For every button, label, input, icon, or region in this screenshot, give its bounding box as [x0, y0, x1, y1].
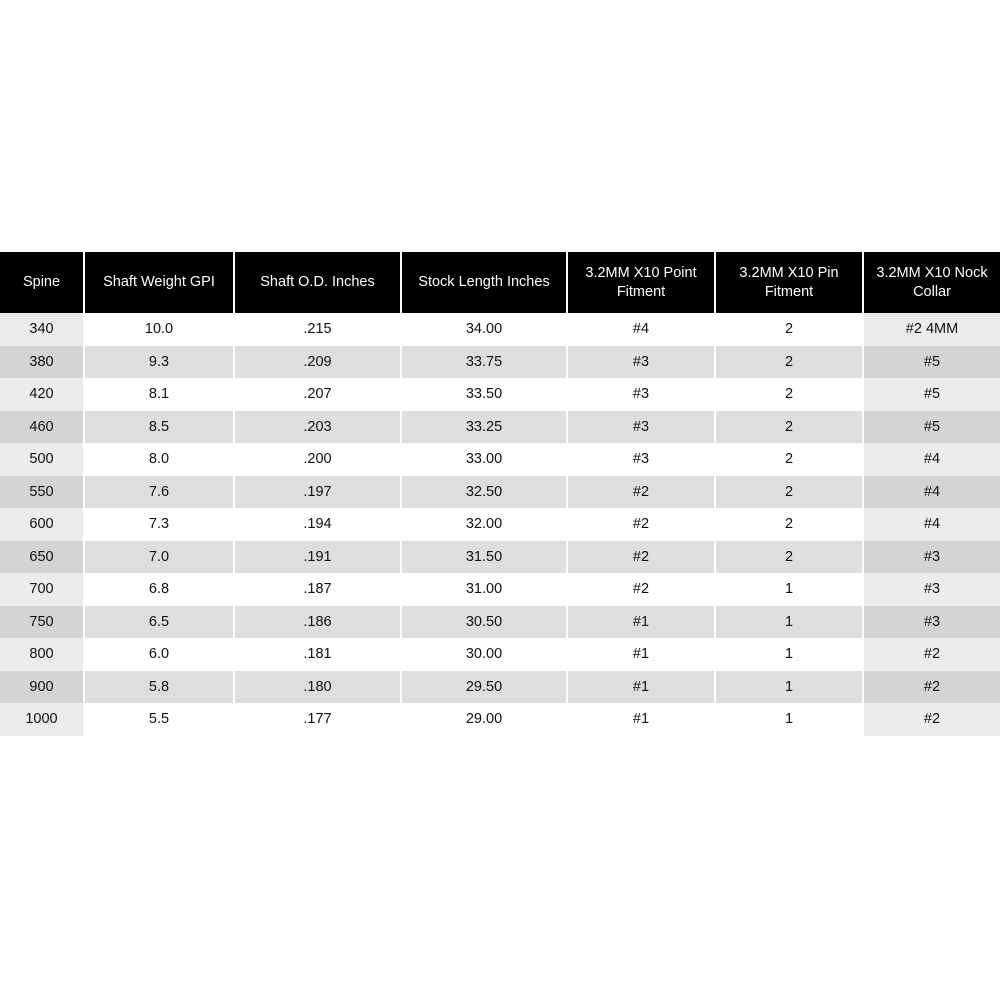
cell-pin-fitment: 2 — [715, 313, 863, 346]
cell-stock-length: 30.00 — [401, 638, 567, 671]
arrow-shaft-spec-table — [0, 252, 1000, 736]
cell-shaft-weight: 6.5 — [84, 606, 234, 639]
cell-stock-length: 32.50 — [401, 476, 567, 509]
cell-pin-fitment: 2 — [715, 378, 863, 411]
cell-shaft-od: .186 — [234, 606, 401, 639]
cell-nock-collar: #2 4MM — [863, 313, 1000, 346]
cell-point-fitment: #3 — [567, 346, 715, 379]
cell-point-fitment: #3 — [567, 411, 715, 444]
cell-nock-collar: #5 — [863, 378, 1000, 411]
cell-pin-fitment: 1 — [715, 638, 863, 671]
column-header-pin-fitment: 3.2MM X10 Pin Fitment — [715, 252, 863, 313]
table-row — [0, 411, 1000, 444]
cell-point-fitment: #1 — [567, 703, 715, 736]
cell-shaft-weight: 7.0 — [84, 541, 234, 574]
table-row — [0, 313, 1000, 346]
cell-shaft-weight: 8.0 — [84, 443, 234, 476]
cell-shaft-od: .194 — [234, 508, 401, 541]
table-row — [0, 573, 1000, 606]
cell-shaft-od: .197 — [234, 476, 401, 509]
column-header-stock-length-inches: Stock Length Inches — [401, 252, 567, 313]
cell-pin-fitment: 2 — [715, 541, 863, 574]
cell-shaft-od: .187 — [234, 573, 401, 606]
cell-stock-length: 32.00 — [401, 508, 567, 541]
cell-stock-length: 29.50 — [401, 671, 567, 704]
cell-shaft-od: .191 — [234, 541, 401, 574]
cell-pin-fitment: 1 — [715, 573, 863, 606]
cell-spine: 800 — [0, 638, 84, 671]
cell-shaft-od: .207 — [234, 378, 401, 411]
cell-spine: 600 — [0, 508, 84, 541]
cell-shaft-od: .177 — [234, 703, 401, 736]
table-row — [0, 508, 1000, 541]
cell-spine: 900 — [0, 671, 84, 704]
cell-nock-collar: #5 — [863, 411, 1000, 444]
table-body — [0, 313, 1000, 736]
table-row — [0, 638, 1000, 671]
cell-pin-fitment: 2 — [715, 476, 863, 509]
cell-shaft-od: .215 — [234, 313, 401, 346]
cell-spine: 380 — [0, 346, 84, 379]
cell-shaft-od: .209 — [234, 346, 401, 379]
column-header-spine: Spine — [0, 252, 84, 313]
cell-shaft-weight: 5.8 — [84, 671, 234, 704]
cell-point-fitment: #1 — [567, 671, 715, 704]
cell-point-fitment: #4 — [567, 313, 715, 346]
cell-shaft-weight: 10.0 — [84, 313, 234, 346]
table-row — [0, 476, 1000, 509]
cell-pin-fitment: 1 — [715, 606, 863, 639]
table-row — [0, 541, 1000, 574]
cell-point-fitment: #1 — [567, 638, 715, 671]
cell-spine: 700 — [0, 573, 84, 606]
table-row — [0, 378, 1000, 411]
cell-point-fitment: #3 — [567, 378, 715, 411]
arrow-shaft-spec-table-container — [0, 252, 1000, 736]
cell-shaft-od: .181 — [234, 638, 401, 671]
cell-stock-length: 33.75 — [401, 346, 567, 379]
cell-shaft-weight: 8.1 — [84, 378, 234, 411]
cell-nock-collar: #4 — [863, 476, 1000, 509]
cell-point-fitment: #2 — [567, 573, 715, 606]
table-row — [0, 606, 1000, 639]
cell-pin-fitment: 1 — [715, 703, 863, 736]
cell-stock-length: 34.00 — [401, 313, 567, 346]
cell-pin-fitment: 1 — [715, 671, 863, 704]
cell-spine: 1000 — [0, 703, 84, 736]
cell-spine: 500 — [0, 443, 84, 476]
cell-shaft-weight: 7.3 — [84, 508, 234, 541]
cell-nock-collar: #2 — [863, 638, 1000, 671]
table-header — [0, 252, 1000, 313]
cell-shaft-weight: 8.5 — [84, 411, 234, 444]
cell-shaft-od: .180 — [234, 671, 401, 704]
cell-point-fitment: #3 — [567, 443, 715, 476]
cell-stock-length: 29.00 — [401, 703, 567, 736]
cell-nock-collar: #3 — [863, 606, 1000, 639]
cell-spine: 650 — [0, 541, 84, 574]
cell-nock-collar: #3 — [863, 541, 1000, 574]
cell-shaft-od: .203 — [234, 411, 401, 444]
cell-pin-fitment: 2 — [715, 411, 863, 444]
cell-nock-collar: #5 — [863, 346, 1000, 379]
cell-stock-length: 33.00 — [401, 443, 567, 476]
cell-shaft-weight: 9.3 — [84, 346, 234, 379]
cell-nock-collar: #4 — [863, 443, 1000, 476]
table-row — [0, 703, 1000, 736]
cell-stock-length: 30.50 — [401, 606, 567, 639]
column-header-nock-collar: 3.2MM X10 Nock Collar — [863, 252, 1000, 313]
cell-pin-fitment: 2 — [715, 346, 863, 379]
cell-stock-length: 31.50 — [401, 541, 567, 574]
cell-shaft-weight: 6.8 — [84, 573, 234, 606]
cell-spine: 750 — [0, 606, 84, 639]
column-header-shaft-weight-gpi: Shaft Weight GPI — [84, 252, 234, 313]
cell-point-fitment: #2 — [567, 541, 715, 574]
cell-shaft-weight: 6.0 — [84, 638, 234, 671]
cell-stock-length: 33.50 — [401, 378, 567, 411]
cell-nock-collar: #2 — [863, 703, 1000, 736]
cell-point-fitment: #2 — [567, 508, 715, 541]
cell-stock-length: 31.00 — [401, 573, 567, 606]
cell-nock-collar: #4 — [863, 508, 1000, 541]
cell-point-fitment: #2 — [567, 476, 715, 509]
cell-nock-collar: #2 — [863, 671, 1000, 704]
cell-spine: 420 — [0, 378, 84, 411]
cell-shaft-weight: 7.6 — [84, 476, 234, 509]
column-header-shaft-od-inches: Shaft O.D. Inches — [234, 252, 401, 313]
cell-pin-fitment: 2 — [715, 508, 863, 541]
cell-shaft-od: .200 — [234, 443, 401, 476]
cell-pin-fitment: 2 — [715, 443, 863, 476]
table-row — [0, 443, 1000, 476]
cell-spine: 340 — [0, 313, 84, 346]
column-header-point-fitment: 3.2MM X10 Point Fitment — [567, 252, 715, 313]
cell-point-fitment: #1 — [567, 606, 715, 639]
cell-nock-collar: #3 — [863, 573, 1000, 606]
table-header-row — [0, 252, 1000, 313]
cell-stock-length: 33.25 — [401, 411, 567, 444]
cell-spine: 550 — [0, 476, 84, 509]
cell-spine: 460 — [0, 411, 84, 444]
cell-shaft-weight: 5.5 — [84, 703, 234, 736]
table-row — [0, 346, 1000, 379]
table-row — [0, 671, 1000, 704]
